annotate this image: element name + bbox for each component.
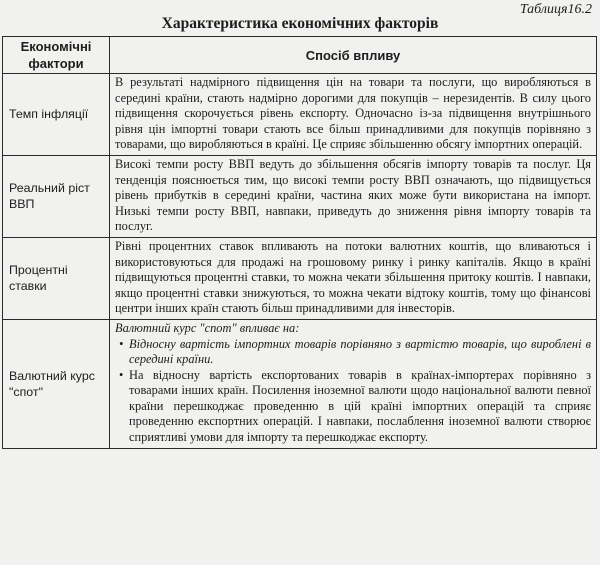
table-title: Характеристика економічних факторів	[161, 15, 439, 32]
header-effect: Спосіб впливу	[110, 37, 597, 74]
effect-bullet-list	[115, 337, 591, 446]
list-item: • На відносну вартість експортованих товарів в країнах-імпортерах порівняно з товарами інших країн. Посилення іноземної валюти щодо національної валюти певної країни перешкоджає проведенню в цій країні імпортних операцій та сприяє проведенню експортних операцій. І навпаки, послаблення іноземної валюти створює сприятливі умови для імпорту та перешкоджає експорту.	[129, 368, 591, 446]
table-row	[3, 74, 597, 156]
list-item: • Відносну вартість імпортних товарів порівняно з вартістю товарів, що вироблені в середині країни.	[129, 337, 591, 368]
factor-real-gdp-growth: Реальний ріст ВВП	[3, 155, 110, 237]
table-header-row	[3, 37, 597, 74]
factor-spot-exchange-rate: Валютний курс "спот"	[3, 319, 110, 448]
header-factor: Економічні фактори	[3, 37, 110, 74]
table-number: Таблиця16.2	[519, 2, 592, 17]
effect-spot-exchange-rate	[110, 319, 597, 448]
factors-table	[2, 36, 597, 449]
effect-inflation-rate: В результаті надмірного підвищення цін на товари та послуги, що виробляються в середині країни, стають надмірно дорогими для покупців – нерезидентів. В силу цього підвищення скорочується рівень експорту. Одночасно із-за підвищення внутрішнього рівня цін імпортні товари стають все більш принадливими для покупців порівняно з товарами, що виробляються в країні. Це сприяє збільшенню обсягу імпортних операцій.	[110, 74, 597, 156]
table-row	[3, 155, 597, 237]
table-row	[3, 237, 597, 319]
effect-real-gdp-growth: Високі темпи росту ВВП ведуть до збільшення обсягів імпорту товарів та послуг. Ця тенденція пояснюється тим, що високі темпи росту ВВП означають, що підвищується рівень прибутків в середині країни, частина яких може бути використана на імпорт. Низькі темпи росту ВВП, навпаки, приведуть до зниження рівня імпорту товарів та послуг.	[110, 155, 597, 237]
factor-inflation-rate: Темп інфляції	[3, 74, 110, 156]
effect-interest-rates: Рівні процентних ставок впливають на потоки валютних коштів, що вливаються і використовуються для продажі на грошовому ринку і ринку капіталів. Якщо в країні підвищуються процентні ставки, то можна чекати збільшення притоку коштів. І навпаки, якщо процентні ставки знижуються, то можна чекати відтоку коштів, тому що фінансові центри інших країн стають більш принадливими для інвесторів.	[110, 237, 597, 319]
table-row	[3, 319, 597, 448]
factor-interest-rates: Процентні ставки	[3, 237, 110, 319]
effect-intro: Валютний курс "спот" впливає на:	[115, 320, 300, 335]
